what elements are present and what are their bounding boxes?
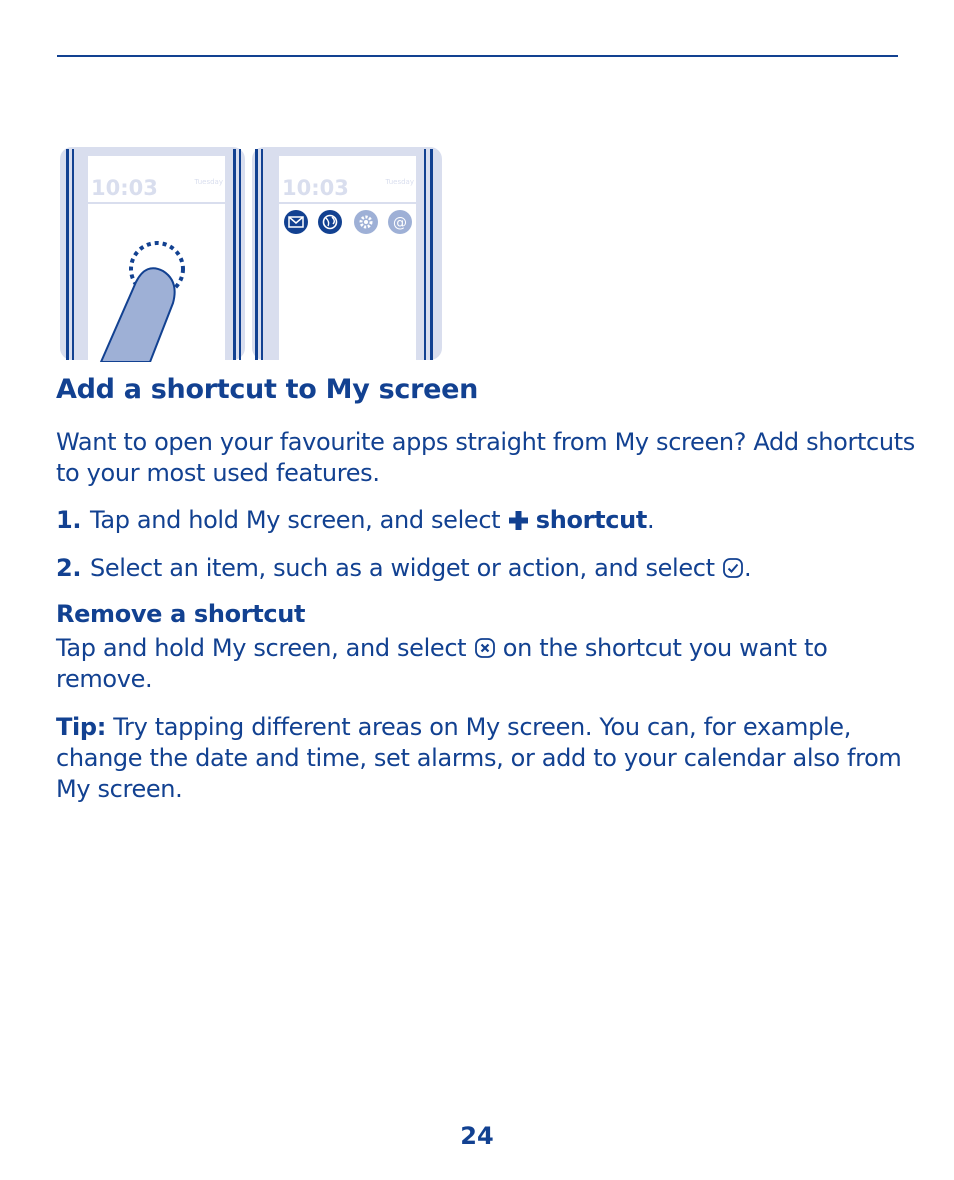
intro-paragraph: Want to open your favourite apps straight from My screen? Add shortcuts to your most used features. xyxy=(56,428,915,487)
browser-globe-icon xyxy=(318,210,342,234)
page-number: 24 xyxy=(460,1122,494,1150)
right-screen-time: 10:03 xyxy=(282,176,349,200)
close-x-icon xyxy=(474,637,496,659)
top-rule xyxy=(57,55,898,57)
step-1: 1. Tap and hold My screen, and select shortcut. xyxy=(56,506,655,534)
remove-shortcut-heading: Remove a shortcut xyxy=(56,600,306,628)
step-text: Tap and hold My screen, and select xyxy=(90,506,508,534)
section-heading: Add a shortcut to My screen xyxy=(56,374,479,405)
right-screen-panel xyxy=(252,147,442,362)
mail-icon xyxy=(284,210,308,234)
left-screen-day: Tuesday xyxy=(194,178,223,186)
plus-icon xyxy=(508,510,529,531)
right-screen-day: Tuesday xyxy=(385,178,414,186)
left-screen-panel xyxy=(60,147,245,362)
step-number: 2. xyxy=(56,554,82,582)
at-sign-icon xyxy=(388,210,412,234)
left-screen-time: 10:03 xyxy=(91,176,158,200)
settings-gear-icon xyxy=(354,210,378,234)
tip-paragraph: Tip: Try tapping different areas on My screen. You can, for example, change the date and time, set alarms, or add to your calendar also from My screen. xyxy=(56,713,902,803)
svg-text:@: @ xyxy=(393,215,407,231)
shortcut-label: shortcut xyxy=(535,506,647,534)
step-2: 2. Select an item, such as a widget or action, and select . xyxy=(56,554,752,582)
step-number: 1. xyxy=(56,506,82,534)
checkmark-icon xyxy=(722,557,744,579)
remove-shortcut-paragraph: Tap and hold My screen, and select on the shortcut you want to remove. xyxy=(56,634,828,693)
step-text: Select an item, such as a widget or action, and select xyxy=(90,554,722,582)
shortcut-illustration xyxy=(60,145,444,362)
tip-label: Tip: xyxy=(56,713,106,741)
